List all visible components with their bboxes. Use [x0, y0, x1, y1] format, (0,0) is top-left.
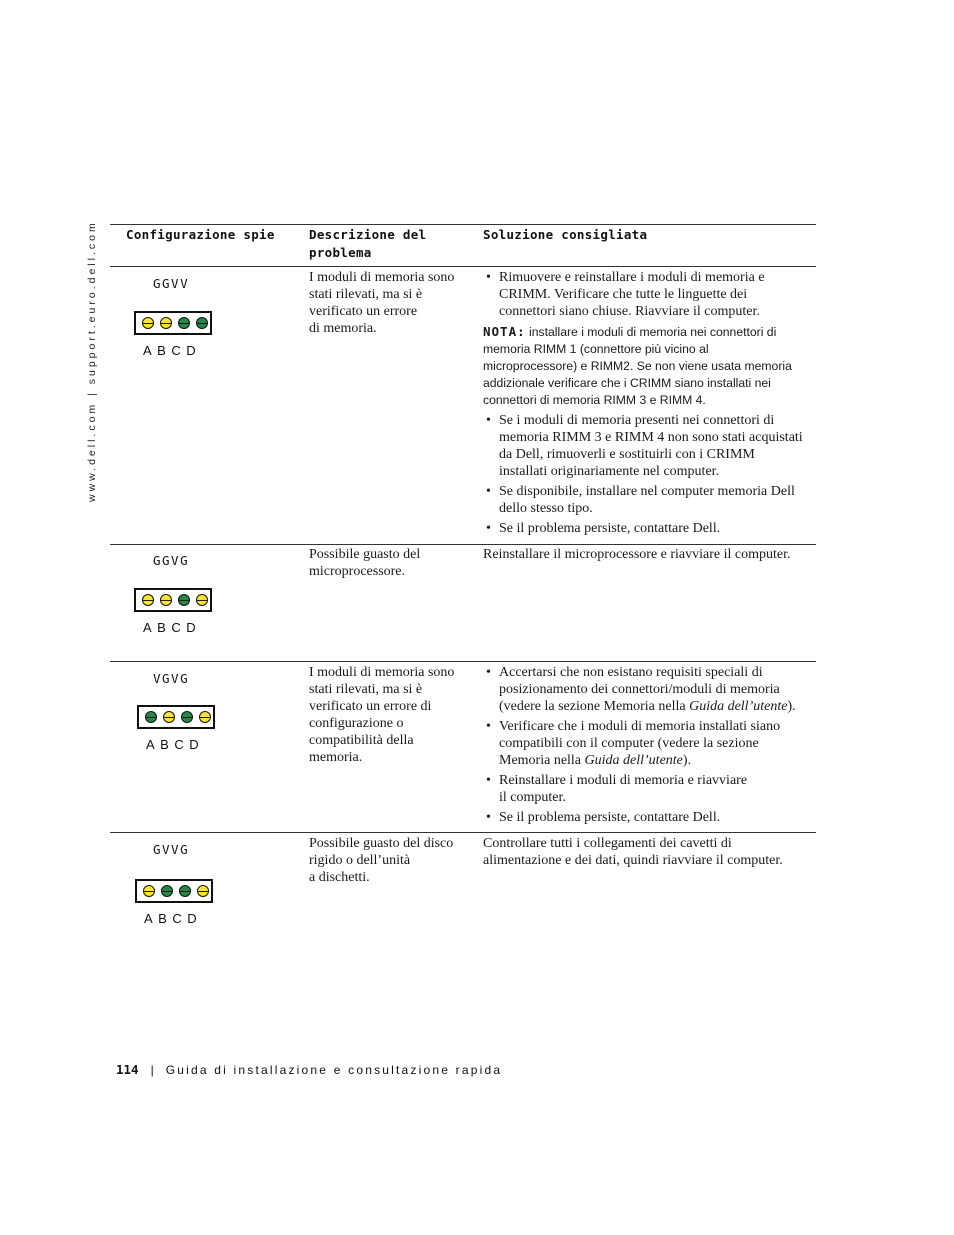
solution-bullet: [483, 269, 816, 320]
solution-line: • Se il problema persiste, contattare Dell.: [499, 521, 721, 536]
note-block: [483, 323, 816, 409]
led-panel: [134, 588, 212, 612]
solution-line: • Se disponibile, installare nel computer memoria Dell: [499, 484, 795, 499]
solution-line: dello stesso tipo.: [499, 501, 593, 516]
row-description: [309, 664, 474, 766]
solution-line: • Rimuovere e reinstallare i moduli di memoria e: [499, 270, 765, 285]
led-a-indicator: [142, 594, 154, 606]
led-d-indicator: [196, 317, 208, 329]
note-label: NOTA:: [483, 324, 526, 339]
description-line: I moduli di memoria sono: [309, 270, 455, 285]
led-code: GGVV: [153, 276, 190, 291]
led-c-indicator: [181, 711, 193, 723]
note-line: memoria RIMM 1 (connettore più vicino al: [483, 342, 709, 356]
led-c-indicator: [179, 885, 191, 897]
solution-bullet: [483, 809, 816, 826]
description-line: configurazione o: [309, 716, 404, 731]
solution-line: memoria RIMM 3 e RIMM 4 non sono stati acquistati: [499, 430, 803, 445]
row-description: [309, 269, 474, 337]
led-d-indicator: [197, 885, 209, 897]
header-description-line-1: Descrizione del: [309, 227, 427, 242]
solution-line: • Se il problema persiste, contattare Dell.: [499, 810, 721, 825]
description-line: verificato un errore: [309, 304, 418, 319]
description-line: Possibile guasto del: [309, 547, 421, 562]
note-line: installare i moduli di memoria nei connettori di: [529, 325, 777, 339]
led-b-indicator: [160, 317, 172, 329]
solution-bullet: [483, 772, 816, 806]
description-line: compatibilità della: [309, 733, 414, 748]
solution-text: ).: [787, 699, 796, 714]
page-number: 114: [116, 1062, 139, 1077]
solution-text: Memoria nella: [499, 753, 585, 768]
solution-line: • Verificare che i moduli di memoria installati siano: [499, 719, 781, 734]
header-solution: Soluzione consigliata: [483, 227, 648, 242]
header-config: Configurazione spie: [126, 227, 275, 242]
led-d-indicator: [196, 594, 208, 606]
description-line: I moduli di memoria sono: [309, 665, 455, 680]
led-panel: [134, 311, 212, 335]
description-line: stati rilevati, ma si è: [309, 287, 423, 302]
solution-line: il computer.: [499, 790, 566, 805]
solution-bullet: [483, 483, 816, 517]
solution-bullet: [483, 412, 816, 480]
note-line: microprocessore) e RIMM2. Se non viene usata memoria: [483, 359, 792, 373]
solution-line: installati originariamente nel computer.: [499, 464, 720, 479]
description-line: microprocessore.: [309, 564, 406, 579]
header-rule: [110, 266, 816, 267]
led-d-indicator: [199, 711, 211, 723]
led-c-indicator: [178, 594, 190, 606]
led-letters: ABCD: [146, 737, 205, 752]
led-b-indicator: [160, 594, 172, 606]
description-line: memoria.: [309, 750, 363, 765]
row-rule: [110, 832, 816, 833]
header-description: [309, 226, 426, 262]
solution-line: CRIMM. Verificare che tutte le linguette dei: [499, 287, 748, 302]
solution-text: (vedere la sezione Memoria nella: [499, 699, 690, 714]
description-line: a dischetti.: [309, 870, 370, 885]
led-letters: ABCD: [144, 911, 203, 926]
solution-line: Controllare tutti i collegamenti dei cavetti di: [483, 836, 732, 851]
solution-bullet: [483, 718, 816, 769]
row-solution: [483, 835, 816, 869]
led-code: GVVG: [153, 842, 190, 857]
solution-bullet: [483, 520, 816, 537]
solution-line: [499, 752, 816, 769]
solution-line: posizionamento dei connettori/moduli di memoria: [499, 682, 780, 697]
description-line: stati rilevati, ma si è: [309, 682, 423, 697]
led-panel: [135, 879, 213, 903]
solution-line: • Se i moduli di memoria presenti nei connettori di: [499, 413, 775, 428]
led-code: VGVG: [153, 671, 190, 686]
led-a-indicator: [145, 711, 157, 723]
note-line: addizionale verificare che i CRIMM siano installati nei: [483, 376, 771, 390]
solution-line: [499, 698, 816, 715]
led-b-indicator: [161, 885, 173, 897]
led-letters: ABCD: [143, 343, 202, 358]
row-rule: [110, 544, 816, 545]
header-description-line-2: problema: [309, 245, 372, 260]
row-description: [309, 835, 474, 886]
solution-line: alimentazione e dei dati, quindi riavviare il computer.: [483, 853, 783, 868]
note-line: connettori di memoria RIMM 3 e RIMM 4.: [483, 393, 706, 407]
description-line: Possibile guasto del disco: [309, 836, 454, 851]
footer-separator: |: [150, 1063, 154, 1077]
led-b-indicator: [163, 711, 175, 723]
row-solution: Reinstallare il microprocessore e riavviare il computer.: [483, 547, 791, 562]
page-footer: [116, 1062, 502, 1077]
row-rule: [110, 661, 816, 662]
solution-line: • Accertarsi che non esistano requisiti speciali di: [499, 665, 763, 680]
solution-text: ).: [682, 753, 692, 768]
solution-bullet: [483, 664, 816, 715]
solution-line: compatibili con il computer (vedere la sezione: [499, 736, 759, 751]
led-letters: ABCD: [143, 620, 202, 635]
led-a-indicator: [143, 885, 155, 897]
guide-title: Guida dell’utente: [689, 699, 788, 714]
led-c-indicator: [178, 317, 190, 329]
solution-line: da Dell, rimuoverli e sostituirli con i CRIMM: [499, 447, 755, 462]
footer-title: Guida di installazione e consultazione rapida: [165, 1063, 503, 1077]
led-a-indicator: [142, 317, 154, 329]
solution-line: • Reinstallare i moduli di memoria e riavviare: [499, 773, 748, 788]
row-solution: [483, 664, 816, 829]
side-url: www.dell.com | support.euro.dell.com: [86, 220, 98, 502]
table-top-rule: [110, 224, 816, 225]
description-line: rigido o dell’unità: [309, 853, 411, 868]
led-panel: [137, 705, 215, 729]
guide-title: Guida dell’utente: [584, 753, 683, 768]
row-description: [309, 546, 474, 580]
led-code: GGVG: [153, 553, 190, 568]
description-line: di memoria.: [309, 321, 377, 336]
solution-line: connettori siano chiuse. Riavviare il computer.: [499, 304, 760, 319]
row-solution: [483, 269, 816, 540]
description-line: verificato un errore di: [309, 699, 432, 714]
